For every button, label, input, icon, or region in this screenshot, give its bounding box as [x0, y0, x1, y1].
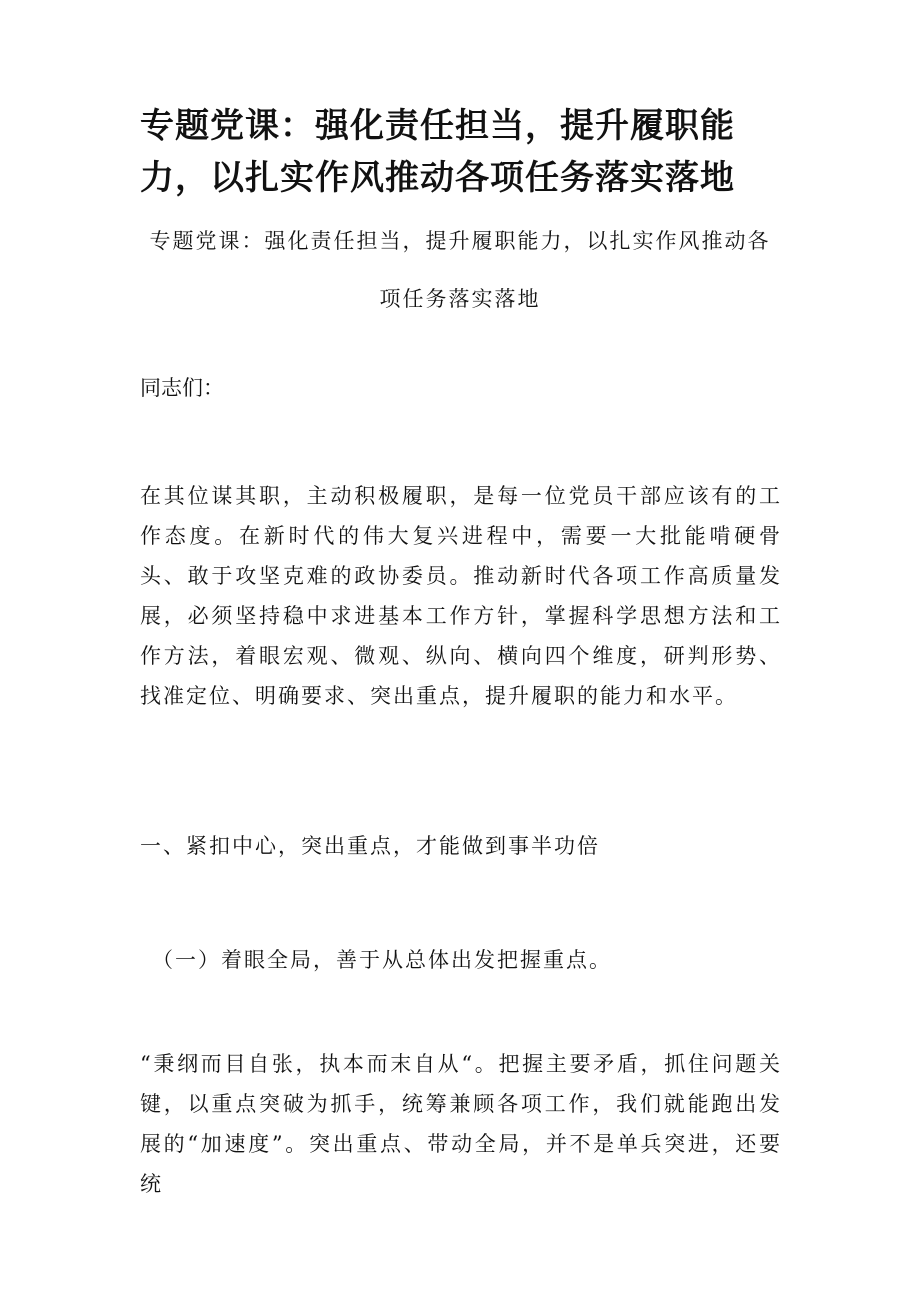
document-subtitle: 专题党课：强化责任担当，提升履职能力，以扎实作风推动各项任务落实落地 [149, 229, 771, 311]
body-paragraph-2: “秉纲而目自张，执本而末自从“。把握主要矛盾，抓住问题关键，以重点突破为抓手，统筹兼顾各项工作，我们就能跑出发展的“加速度”。突出重点、带动全局，并不是单兵突进，还要统 [140, 1052, 782, 1196]
subsection-heading-1: （一）着眼全局，善于从总体出发把握重点。 [152, 948, 612, 972]
document-title: 专题党课：强化责任担当，提升履职能力，以扎实作风推动各项任务落实落地 [140, 106, 735, 198]
salutation: 同志们： [140, 376, 224, 400]
section-heading-1: 一、紧扣中心，突出重点，才能做到事半功倍 [140, 834, 600, 858]
body-paragraph-1: 在其位谋其职，主动积极履职，是每一位党员干部应该有的工作态度。在新时代的伟大复兴进程中，需要一大批能啃硬骨头、敢于攻坚克难的政协委员。推动新时代各项工作高质量发展，必须坚持稳中求进基本工作方针，掌握科学思想方法和工作方法，着眼宏观、微观、纵向、横向四个维度，研判形势、找准定位、明确要求、突出重点，提升履职的能力和水平。 [140, 484, 782, 708]
